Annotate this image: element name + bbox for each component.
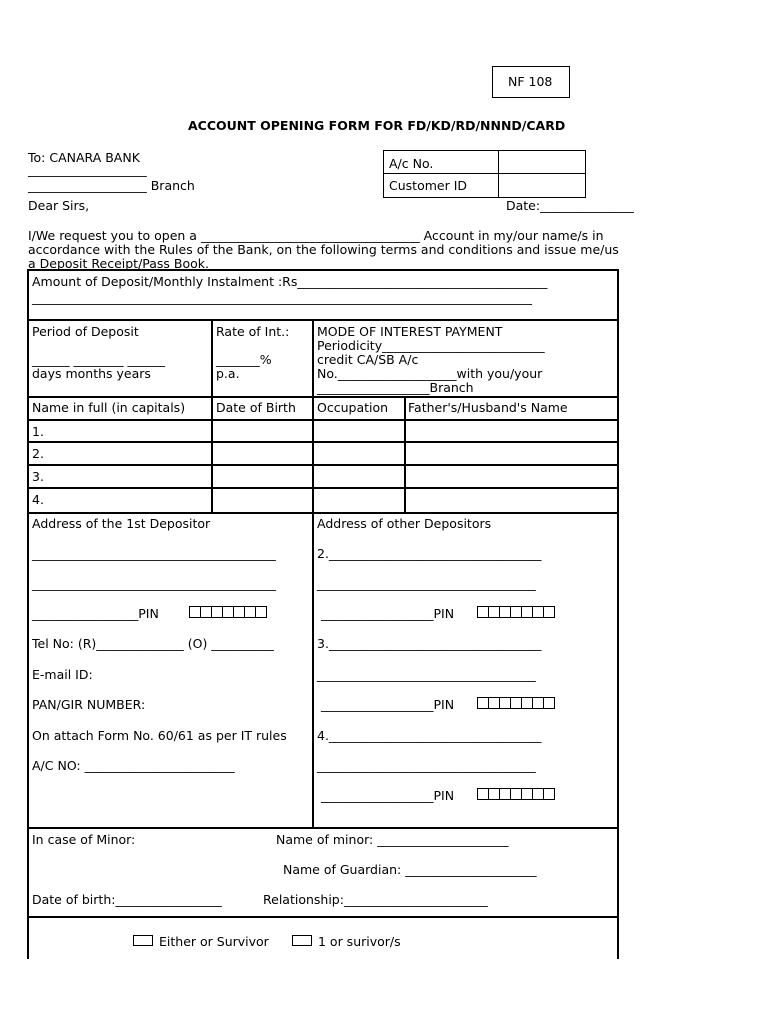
table-row[interactable]: 1. bbox=[32, 424, 44, 439]
ac-table-col bbox=[498, 150, 499, 198]
depositor-3-pin-line[interactable]: __________________PIN bbox=[321, 697, 455, 712]
depositor-3-pin-boxes[interactable] bbox=[477, 697, 554, 709]
mode-acno[interactable]: No.___________________with you/your bbox=[317, 366, 543, 381]
rate-label: Rate of Int.: bbox=[216, 324, 290, 339]
row-divider-3 bbox=[27, 827, 619, 829]
addressee: To: CANARA BANK bbox=[28, 150, 140, 165]
name-row-line-5 bbox=[27, 512, 619, 514]
branch-line: ___________________ Branch bbox=[28, 178, 195, 193]
rate-pa: p.a. bbox=[216, 366, 240, 381]
frame-right bbox=[617, 269, 619, 959]
addr1-line-2[interactable]: _______________________________________ bbox=[32, 576, 276, 591]
table-row[interactable]: 3. bbox=[32, 469, 44, 484]
occupation-header: Occupation bbox=[317, 400, 389, 415]
depositor-3-line[interactable]: 3.__________________________________ bbox=[317, 636, 542, 651]
request-line-1: I/We request you to open a ___________________________________ Account in my/our name/s in bbox=[28, 228, 604, 243]
period-label: Period of Deposit bbox=[32, 324, 139, 339]
either-survivor-checkbox[interactable] bbox=[133, 935, 153, 946]
acno-field[interactable]: A/C NO: ________________________ bbox=[32, 758, 235, 773]
father-header: Father's/Husband's Name bbox=[408, 400, 568, 415]
depositor-2-pin-line[interactable]: __________________PIN bbox=[321, 606, 455, 621]
table-row[interactable]: 2. bbox=[32, 446, 44, 461]
mode-branch[interactable]: __________________Branch bbox=[317, 380, 474, 395]
relationship-field[interactable]: Relationship:_______________________ bbox=[263, 892, 488, 907]
dob-header: Date of Birth bbox=[216, 400, 296, 415]
frame-left bbox=[27, 269, 29, 959]
minor-label: In case of Minor: bbox=[32, 832, 136, 847]
addr-other-label: Address of other Depositors bbox=[317, 516, 492, 531]
depositor-4-pin-line[interactable]: __________________PIN bbox=[321, 788, 455, 803]
minor-dob-field[interactable]: Date of birth:_________________ bbox=[32, 892, 222, 907]
table-row[interactable]: 4. bbox=[32, 492, 44, 507]
depositor-4-pin-boxes[interactable] bbox=[477, 788, 554, 800]
amount-line-2: ________________________________________________________________________________ bbox=[32, 290, 532, 305]
row-divider-1 bbox=[27, 319, 619, 321]
name-row-line-4 bbox=[27, 487, 619, 489]
depositor-4-line[interactable]: 4.__________________________________ bbox=[317, 728, 542, 743]
form60-note: On attach Form No. 60/61 as per IT rules bbox=[32, 728, 287, 743]
depositor-2-pin-boxes[interactable] bbox=[477, 606, 554, 618]
mode-title: MODE OF INTEREST PAYMENT bbox=[317, 324, 503, 339]
form-code: NF 108 bbox=[508, 74, 553, 89]
salutation: Dear Sirs, bbox=[28, 198, 90, 213]
rate-blank[interactable]: _______% bbox=[216, 352, 272, 367]
row-divider-4 bbox=[27, 916, 619, 918]
addr1-label: Address of the 1st Depositor bbox=[32, 516, 211, 531]
addr1-pin-line[interactable]: _________________PIN bbox=[32, 606, 159, 621]
addr1-pin-boxes[interactable] bbox=[189, 606, 266, 618]
form-title: ACCOUNT OPENING FORM FOR FD/KD/RD/NNND/CARD bbox=[188, 118, 566, 133]
mode-credit: credit CA/SB A/c bbox=[317, 352, 419, 367]
row-divider-2 bbox=[27, 396, 619, 398]
col-divider-a bbox=[211, 319, 213, 513]
one-or-survivor-checkbox[interactable] bbox=[292, 935, 312, 946]
depositor-4-line-2[interactable]: ___________________________________ bbox=[317, 758, 536, 773]
customer-id-label: Customer ID bbox=[389, 178, 468, 193]
addr1-line-1[interactable]: _______________________________________ bbox=[32, 546, 276, 561]
pan-field[interactable]: PAN/GIR NUMBER: bbox=[32, 697, 146, 712]
guardian-name-field[interactable]: Name of Guardian: _____________________ bbox=[283, 862, 537, 877]
addressee-line: ___________________ bbox=[28, 162, 147, 177]
request-line-3: a Deposit Receipt/Pass Book. bbox=[28, 256, 210, 271]
request-line-2: accordance with the Rules of the Bank, on the following terms and conditions and issue me/us bbox=[28, 242, 619, 257]
name-row-line-2 bbox=[27, 441, 619, 443]
one-or-survivor-label: 1 or surivor/s bbox=[318, 934, 401, 949]
date-field[interactable]: Date:_______________ bbox=[506, 198, 634, 213]
email-field[interactable]: E-mail ID: bbox=[32, 667, 93, 682]
name-row-line-3 bbox=[27, 464, 619, 466]
period-blanks[interactable]: ______ ________ ______ bbox=[32, 352, 165, 367]
depositor-2-line-2[interactable]: ___________________________________ bbox=[317, 576, 536, 591]
name-header: Name in full (in capitals) bbox=[32, 400, 186, 415]
name-row-line-1 bbox=[27, 419, 619, 421]
ac-no-label: A/c No. bbox=[389, 156, 434, 171]
mode-periodicity[interactable]: Periodicity__________________________ bbox=[317, 338, 545, 353]
amount-field[interactable]: Amount of Deposit/Monthly Instalment :Rs________________________________________ bbox=[32, 274, 548, 289]
minor-name-field[interactable]: Name of minor: _____________________ bbox=[276, 832, 509, 847]
depositor-2-line[interactable]: 2.__________________________________ bbox=[317, 546, 542, 561]
period-units: days months years bbox=[32, 366, 151, 381]
depositor-3-line-2[interactable]: ___________________________________ bbox=[317, 667, 536, 682]
ac-table-divider bbox=[383, 173, 586, 174]
tel-field[interactable]: Tel No: (R)______________ (O) __________ bbox=[32, 636, 274, 651]
either-survivor-label: Either or Survivor bbox=[159, 934, 269, 949]
frame-top bbox=[27, 269, 619, 271]
col-divider-c bbox=[404, 396, 406, 513]
